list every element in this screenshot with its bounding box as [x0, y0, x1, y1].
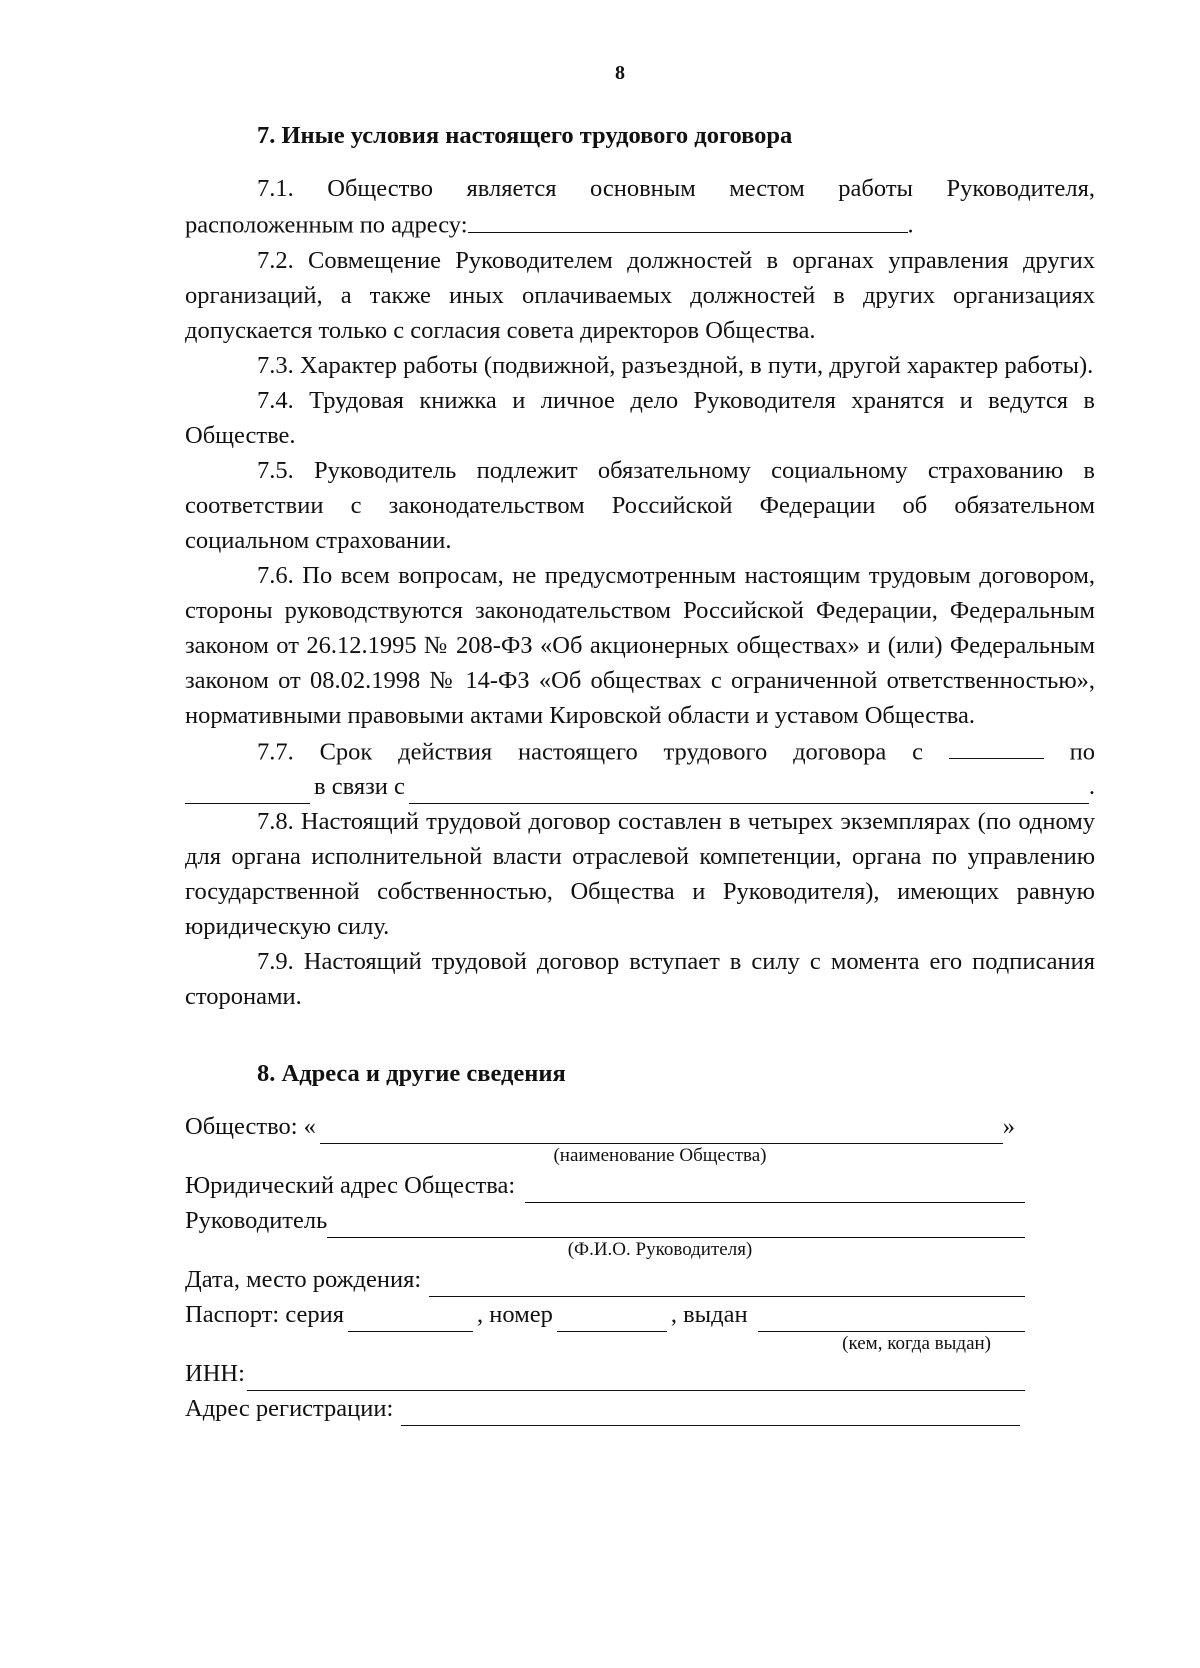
passport-number-field[interactable]	[557, 1307, 667, 1332]
director-row	[185, 1203, 1025, 1238]
director-name-field[interactable]	[327, 1213, 1025, 1238]
clause-7-7-text: 7.7. Срок действия настоящего трудового договора с	[257, 738, 923, 766]
clause-7-1-end: .	[907, 211, 914, 239]
term-reason-field[interactable]	[409, 779, 1089, 804]
clause-7-7-to: по	[1069, 738, 1096, 766]
clause-7-7-reason-label: в связи с	[314, 773, 405, 801]
clause-7-8: 7.8. Настоящий трудовой договор составлен в четырех экземплярах (по одному для органа исполнительной власти отраслевой компетенции, органа по управлению государственной собственностью, Общества и Руководителя), имеющих равную юридическую силу.	[185, 808, 1095, 941]
workplace-address-field[interactable]	[468, 206, 908, 233]
passport-series-field[interactable]	[348, 1307, 473, 1332]
legal-address-label: Юридический адрес Общества:	[185, 1172, 516, 1200]
company-row	[185, 1109, 1015, 1144]
registration-field[interactable]	[401, 1401, 1020, 1426]
clause-7-6: 7.6. По всем вопросам, не предусмотренным настоящим трудовым договором, стороны руководствуются законодательством Российской Федерации, Федеральным законом от 26.12.1995 № 208-ФЗ «Об акционерных обществах» и (или) Федеральным законом от 08.02.1998 № 14-ФЗ «Об обществах с ограниченной ответственностью», нормативными правовыми актами Кировской области и уставом Общества.	[185, 561, 1095, 729]
clause-7-9: 7.9. Настоящий трудовой договор вступает в силу с момента его подписания сторонами.	[185, 948, 1095, 1011]
birth-field[interactable]	[429, 1272, 1025, 1297]
passport-series-label: Паспорт: серия	[185, 1301, 345, 1329]
company-close-quote: »	[1002, 1113, 1015, 1141]
registration-row	[185, 1391, 1020, 1426]
registration-label: Адрес регистрации:	[185, 1395, 394, 1423]
clause-7-7-line-2	[185, 769, 1095, 804]
director-caption: (Ф.И.О. Руководителя)	[567, 1239, 753, 1261]
clause-7-1-text: 7.1. Общество является основным местом работы Руководителя, расположенным по адресу:	[185, 175, 1095, 239]
term-end-field[interactable]	[185, 779, 310, 804]
section-8-title: 8. Адреса и другие сведения	[257, 1060, 566, 1088]
company-caption: (наименование Общества)	[553, 1145, 767, 1167]
clause-7-5: 7.5. Руководитель подлежит обязательному социальному страхованию в соответствии с законодательством Российской Федерации об обязательном социальном страховании.	[185, 456, 1095, 554]
inn-field[interactable]	[247, 1366, 1025, 1391]
clause-7-1	[185, 171, 1095, 243]
document-body	[185, 118, 1095, 1426]
passport-issued-field[interactable]	[758, 1307, 1025, 1332]
term-start-field[interactable]	[949, 733, 1044, 760]
birth-label: Дата, место рождения:	[185, 1266, 422, 1294]
passport-row	[185, 1297, 1025, 1332]
clause-7-2: 7.2. Совмещение Руководителем должностей в органах управления других организаций, а также иных оплачиваемых должностей в других организациях допускается только с согласия совета директоров Общества.	[185, 246, 1095, 344]
page-number: 8	[615, 62, 625, 84]
clause-7-4: 7.4. Трудовая книжка и личное дело Руководителя хранятся и ведутся в Обществе.	[185, 386, 1095, 449]
section-7-title: 7. Иные условия настоящего трудового договора	[257, 122, 793, 149]
passport-caption: (кем, когда выдан)	[842, 1333, 991, 1355]
birth-row	[185, 1262, 1025, 1297]
clause-7-7	[185, 733, 1095, 770]
inn-row	[185, 1356, 1025, 1391]
director-label: Руководитель	[185, 1207, 328, 1235]
clause-7-3: 7.3. Характер работы (подвижной, разъездной, в пути, другой характер работы).	[257, 351, 1094, 379]
inn-label: ИНН:	[185, 1360, 245, 1388]
passport-issued-label: , выдан	[670, 1301, 748, 1329]
passport-number-label: , номер	[477, 1301, 553, 1329]
legal-address-field[interactable]	[525, 1178, 1025, 1203]
company-label: Общество: «	[185, 1113, 316, 1141]
legal-address-row	[185, 1168, 1025, 1203]
company-name-field[interactable]	[320, 1119, 1003, 1144]
clause-7-7-end: .	[1088, 773, 1095, 801]
